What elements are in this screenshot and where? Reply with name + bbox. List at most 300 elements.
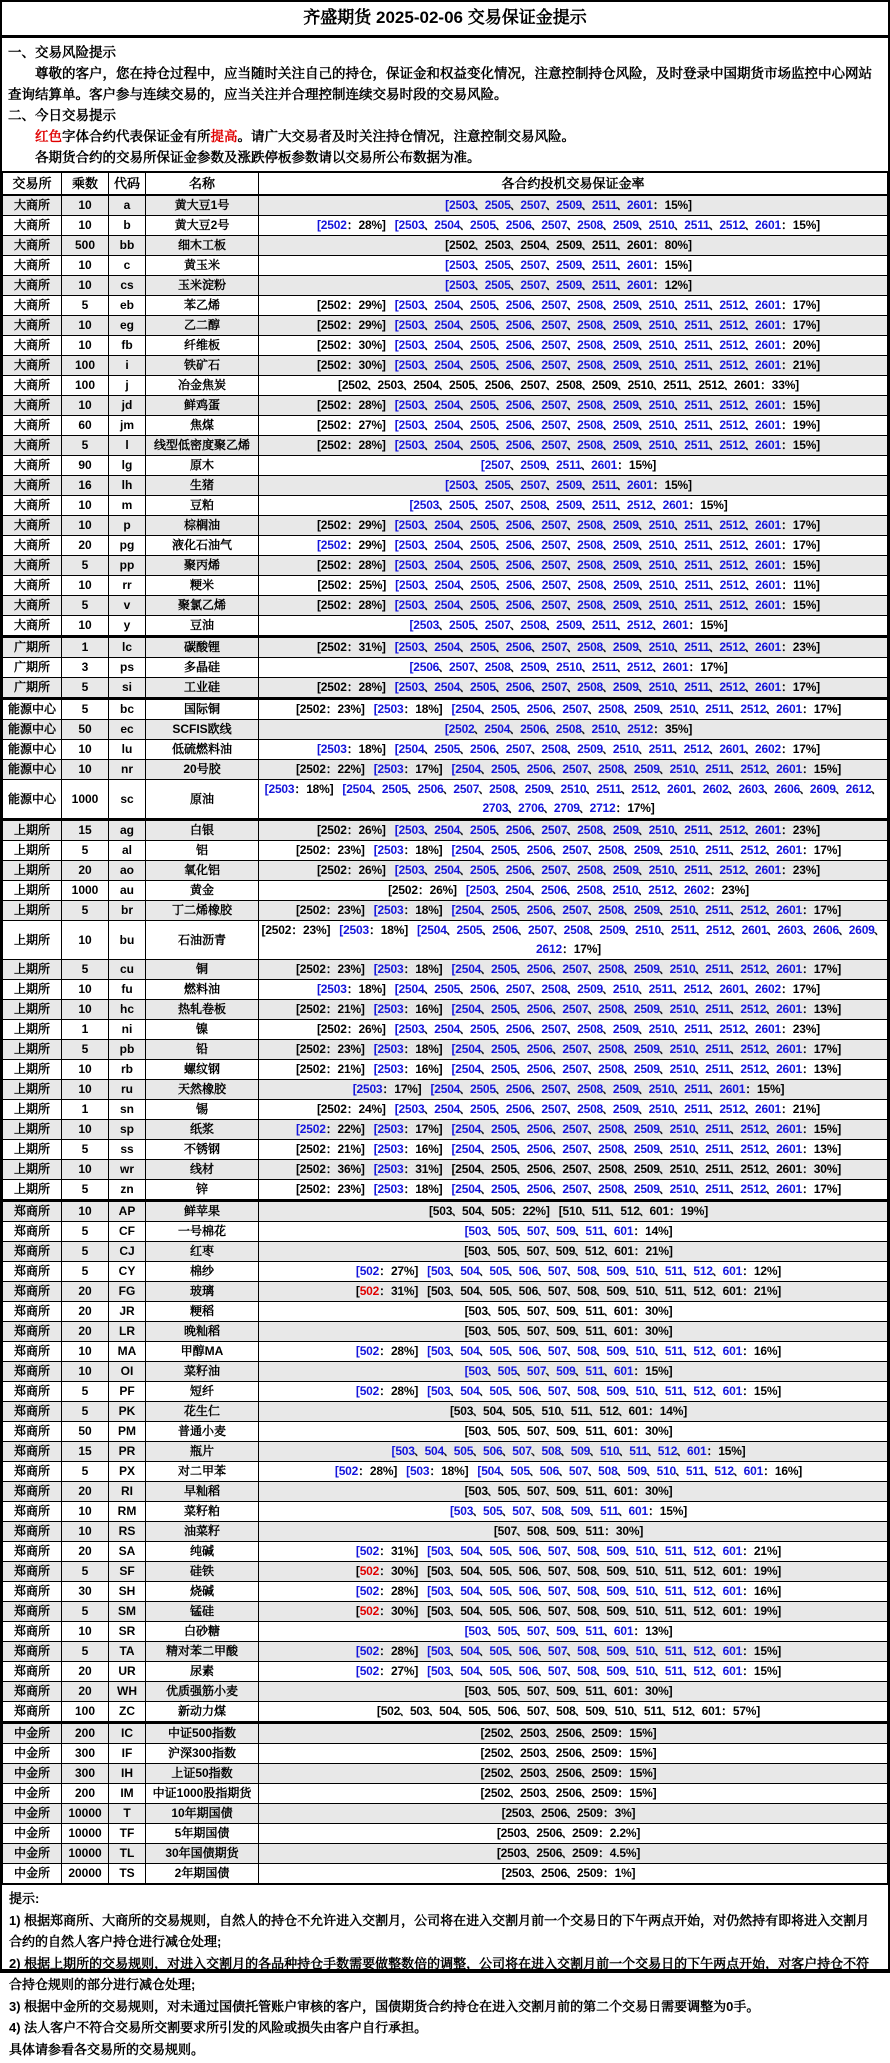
name-cell: 石油沥青: [146, 921, 259, 960]
rate-group: [2503：18%]: [373, 843, 443, 857]
contract-month: 503: [468, 1364, 488, 1378]
rate-group: [2503：18%]: [317, 742, 386, 756]
contract-month: 511: [585, 1364, 605, 1378]
margin-rate-value: 15%]: [629, 1746, 657, 1760]
risk-paragraph: 尊敬的客户，您在持仓过程中，应当随时关注自己的持仓，保证金和权益变化情况，注意控制持仓风险，及时登录中国期货市场监控中心网站查询结算单。客户参与连续交易的，应当关注并合理控制连续交易时段的交易风险。: [8, 66, 872, 102]
rate-group: [503、505、507、509、512、601：21%]: [464, 1244, 673, 1258]
contract-month: 505: [489, 1544, 509, 1558]
margin-rate-value: 23%]: [337, 903, 365, 917]
contract-month: 509: [556, 1364, 576, 1378]
contract-month: 2505: [484, 278, 511, 292]
name-cell: 菜籽粕: [146, 1502, 259, 1522]
table-row: [3, 1020, 888, 1040]
name-cell: 烧碱: [146, 1582, 259, 1602]
exchange-cell: 郑商所: [3, 1322, 62, 1342]
name-cell: 黄大豆2号: [146, 216, 259, 236]
table-row: [3, 1040, 888, 1060]
contract-month: 2504: [434, 578, 461, 592]
code-cell: PX: [109, 1462, 146, 1482]
code-cell: v: [109, 596, 146, 616]
contract-month: 509: [556, 1684, 576, 1698]
contract-month: 509: [606, 1584, 626, 1598]
margin-rate-value: 19%]: [792, 418, 820, 432]
contract-month: 511: [664, 1644, 684, 1658]
contract-month: 2503: [377, 1162, 404, 1176]
margin-rate-value: 17%]: [700, 660, 728, 674]
contract-month: 502: [380, 1704, 401, 1718]
table-row: [3, 1482, 888, 1502]
contract-month: 601: [613, 1324, 634, 1338]
rate-group: [2503、2505、2507、2508、2509、2511、2512、2601：15%]: [409, 618, 728, 632]
rates-cell: [259, 1100, 888, 1120]
contract-month: 2506: [505, 518, 532, 532]
contract-month: 2505: [469, 218, 496, 232]
rate-group: [2502：30%]: [317, 338, 386, 352]
contract-month: 2503: [520, 1766, 546, 1780]
table-row: [3, 980, 888, 1000]
contract-month: 2508: [577, 438, 604, 452]
exchange-cell: 上期所: [3, 820, 62, 841]
contract-month: 503: [468, 1224, 488, 1238]
margin-rate-value: 17%]: [792, 298, 820, 312]
contract-month: 2504: [434, 1022, 461, 1036]
exchange-cell: 郑商所: [3, 1262, 62, 1282]
contract-month: 2601: [776, 762, 802, 776]
rate-group: [503、504、505、506、507、508、509、510、511、512、601：16%]: [427, 1344, 782, 1358]
multiplier-cell: 10: [62, 740, 109, 760]
name-cell: 热轧卷板: [146, 1000, 259, 1020]
margin-rate-value: 29%]: [358, 538, 386, 552]
table-row: [3, 336, 888, 356]
contract-month: 508: [526, 1524, 547, 1538]
contract-month: 508: [577, 1544, 597, 1558]
contract-month: 2511: [705, 1122, 731, 1136]
contract-month: 2601: [755, 518, 781, 532]
contract-month: 503: [468, 1244, 488, 1258]
table-row: [3, 236, 888, 256]
contract-month: 512: [693, 1564, 713, 1578]
contract-month: 2507: [562, 702, 589, 716]
exchange-cell: 郑商所: [3, 1302, 62, 1322]
exchange-cell: 郑商所: [3, 1462, 62, 1482]
multiplier-cell: 10: [62, 1201, 109, 1222]
margin-rate-value: 15%]: [700, 618, 728, 632]
rate-group: [2502：28%]: [317, 438, 386, 452]
margin-rate-value: 1%]: [614, 1866, 636, 1880]
name-cell: 锌: [146, 1180, 259, 1201]
contract-month: 601: [722, 1564, 743, 1578]
rates-cell: [259, 536, 888, 556]
rate-group: [2503：18%]: [373, 903, 443, 917]
contract-month: 511: [664, 1584, 684, 1598]
contract-month: 509: [606, 1384, 626, 1398]
margin-rate-value: 18%]: [380, 923, 408, 937]
contract-month: 2504: [455, 1182, 482, 1196]
contract-month: 505: [489, 1664, 509, 1678]
contract-month: 2511: [596, 782, 622, 796]
contract-month: 505: [489, 1564, 509, 1578]
contract-month: 2504: [398, 742, 425, 756]
exchange-cell: 能源中心: [3, 780, 62, 820]
margin-rate-value: 17%]: [813, 702, 841, 716]
contract-month: 504: [481, 1464, 501, 1478]
contract-month: 2511: [705, 1002, 731, 1016]
contract-month: 2502: [320, 418, 347, 432]
rates-cell: [259, 616, 888, 637]
contract-month: 2509: [612, 823, 639, 837]
contract-month: 2503: [500, 1826, 527, 1840]
name-cell: 红枣: [146, 1242, 259, 1262]
contract-month: 509: [606, 1344, 626, 1358]
contract-month: 2601: [626, 278, 653, 292]
contract-month: 507: [547, 1544, 568, 1558]
rate-group: [503、505、507、509、511、601：15%]: [464, 1364, 673, 1378]
contract-month: 2503: [377, 962, 404, 976]
contract-month: 601: [722, 1264, 743, 1278]
margin-rate-value: 21%]: [792, 1102, 820, 1116]
contract-month: 508: [541, 1444, 561, 1458]
header-code: 代码: [109, 172, 146, 195]
contract-month: 511: [664, 1664, 684, 1678]
contract-month: 2508: [577, 640, 604, 654]
contract-month: 503: [430, 1544, 451, 1558]
contract-month: 2508: [556, 378, 583, 392]
exchange-cell: 上期所: [3, 1180, 62, 1201]
rate-group: [2503、2504、2505、2506、2507、2508、2509、2510、2511、2512、2601：17%]: [394, 298, 820, 312]
code-cell: sn: [109, 1100, 146, 1120]
rates-cell: [259, 1201, 888, 1222]
rates-cell: [259, 1040, 888, 1060]
margin-rate-value: 18%]: [415, 962, 443, 976]
table-row: [3, 1282, 888, 1302]
contract-month: 2512: [631, 782, 658, 796]
contract-month: 2507: [520, 378, 547, 392]
contract-month: 2503: [398, 538, 425, 552]
contract-month: 504: [439, 1704, 459, 1718]
contract-month: 504: [460, 1284, 480, 1298]
rate-group: [2503：18%]: [373, 1182, 443, 1196]
name-cell: 铅: [146, 1040, 259, 1060]
rates-cell: [259, 316, 888, 336]
contract-month: 2601: [755, 578, 782, 592]
margin-rate-value: 30%]: [813, 1162, 841, 1176]
contract-month: 2509: [576, 1806, 603, 1820]
table-row: [3, 1562, 888, 1582]
name-cell: 黄大豆1号: [146, 195, 259, 216]
exchange-cell: 大商所: [3, 476, 62, 496]
code-cell: ru: [109, 1080, 146, 1100]
contract-month: 509: [556, 1524, 576, 1538]
table-row: [3, 960, 888, 980]
code-cell: SH: [109, 1582, 146, 1602]
contract-month: 2601: [776, 843, 802, 857]
rates-cell: [259, 376, 888, 396]
code-cell: PK: [109, 1402, 146, 1422]
contract-month: 2504: [434, 398, 461, 412]
margin-rate-value: 21%]: [645, 1244, 673, 1258]
rates-cell: [259, 1622, 888, 1642]
rate-group: [2502：28%]: [317, 398, 386, 412]
contract-month: 2507: [562, 1182, 589, 1196]
rate-group: [2502、2503、2506、2509：15%]: [480, 1766, 657, 1780]
rate-group: [2504、2505、2506、2507、2508、2509、2510、2511、2512、2601：17%]: [451, 1042, 841, 1056]
contract-month: 511: [664, 1384, 684, 1398]
rate-group: [2503：18%]: [373, 962, 443, 976]
contract-month: 2512: [627, 722, 654, 736]
code-cell: RM: [109, 1502, 146, 1522]
contract-month: 2506: [526, 1142, 553, 1156]
contract-month: 2510: [648, 1082, 675, 1096]
rate-group: [2503：16%]: [373, 1062, 443, 1076]
contract-month: 2502: [320, 298, 347, 312]
contract-month: 2507: [562, 903, 589, 917]
contract-month: 2503: [377, 702, 404, 716]
code-cell: PF: [109, 1382, 146, 1402]
rate-group: [2503、2504、2505、2506、2507、2508、2509、2510、2511、2512、2601：17%]: [394, 538, 820, 552]
margin-rate-value: 15%]: [813, 1122, 841, 1136]
contract-month: 2505: [490, 1042, 517, 1056]
code-cell: WH: [109, 1682, 146, 1702]
rates-cell: [259, 881, 888, 901]
contract-month: 505: [497, 1244, 517, 1258]
contract-month: 512: [693, 1384, 713, 1398]
table-row: [3, 1702, 888, 1723]
rate-group: [2503、2505、2507、2509、2511、2601：15%]: [445, 258, 692, 272]
name-cell: 铁矿石: [146, 356, 259, 376]
contract-month: 2601: [755, 598, 781, 612]
contract-month: 509: [606, 1664, 626, 1678]
contract-month: 2508: [598, 1122, 625, 1136]
table-row: [3, 1382, 888, 1402]
margin-rate-value: 20%]: [792, 338, 820, 352]
contract-month: 601: [701, 1704, 722, 1718]
rate-group: [502：31%]: [355, 1544, 419, 1558]
contract-month: 2509: [633, 1002, 660, 1016]
contract-month: 2510: [648, 538, 675, 552]
contract-month: 2507: [541, 298, 568, 312]
contract-month: 2505: [490, 1142, 517, 1156]
contract-month: 2502: [320, 338, 347, 352]
multiplier-cell: 15: [62, 1442, 109, 1462]
code-cell: m: [109, 496, 146, 516]
exchange-cell: 上期所: [3, 1120, 62, 1140]
code-cell: bc: [109, 699, 146, 720]
contract-month: 506: [518, 1544, 539, 1558]
rate-group: [2502：28%]: [317, 680, 386, 694]
code-cell: ZC: [109, 1702, 146, 1723]
name-cell: 细木工板: [146, 236, 259, 256]
contract-month: 505: [489, 1604, 509, 1618]
contract-month: 2505: [448, 618, 475, 632]
rate-group: [2504、2505、2506、2507、2508、2509、2510、2511、2512、2601：15%]: [451, 762, 841, 776]
multiplier-cell: 16: [62, 476, 109, 496]
rate-group: [503、504、505、506、507、508、509、510、511、512、601：19%]: [427, 1564, 782, 1578]
name-cell: 豆粕: [146, 496, 259, 516]
rate-group: [2503：31%]: [373, 1162, 443, 1176]
contract-month: 2510: [627, 378, 654, 392]
contract-month: 2506: [541, 883, 567, 897]
exchange-cell: 大商所: [3, 356, 62, 376]
exchange-cell: 大商所: [3, 576, 62, 596]
contract-month: 2503: [377, 903, 404, 917]
code-cell: lu: [109, 740, 146, 760]
contract-month: 2503: [520, 1746, 546, 1760]
contract-month: 2506: [526, 762, 553, 776]
name-cell: 棉纱: [146, 1262, 259, 1282]
margin-rate-value: 26%]: [429, 883, 457, 897]
contract-month: 2512: [719, 518, 746, 532]
contract-month: 2601: [626, 258, 653, 272]
rate-group: [503、505、507、509、511、601：30%]: [464, 1324, 673, 1338]
rate-group: [2502：30%]: [317, 358, 386, 372]
code-cell: OI: [109, 1362, 146, 1382]
contract-month: 2512: [683, 982, 710, 996]
contract-month: 503: [468, 1484, 488, 1498]
multiplier-cell: 100: [62, 376, 109, 396]
contract-month: 2505: [469, 438, 496, 452]
margin-rate-value: 17%]: [813, 1182, 841, 1196]
rate-group: [2503、2504、2505、2506、2507、2508、2509、2510、2511、2512、2601：23%]: [394, 1022, 820, 1036]
contract-month: 2502: [299, 1122, 326, 1136]
contract-month: 2601: [626, 198, 653, 212]
contract-month: 2505: [469, 1082, 496, 1096]
exchange-cell: 大商所: [3, 236, 62, 256]
name-cell: 甲醇MA: [146, 1342, 259, 1362]
contract-month: 2601: [776, 1182, 802, 1196]
margin-rate-value: 17%]: [813, 903, 841, 917]
margin-rate-value: 26%]: [358, 1022, 386, 1036]
contract-month: 2511: [591, 238, 618, 252]
margin-rate-value: 57%]: [732, 1704, 761, 1718]
multiplier-cell: 10: [62, 1160, 109, 1180]
contract-month: 2509: [520, 660, 547, 674]
rate-group: [502：28%]: [355, 1584, 419, 1598]
contract-month: 508: [577, 1284, 597, 1298]
margin-rate-value: 29%]: [358, 518, 386, 532]
contract-month: 2503: [398, 680, 425, 694]
contract-month: 2504: [455, 843, 482, 857]
contract-month: 2511: [684, 438, 710, 452]
contract-month: 2506: [555, 1746, 582, 1760]
contract-month: 2510: [648, 338, 675, 352]
rates-cell: [259, 1060, 888, 1080]
contract-month: 2506: [505, 680, 532, 694]
contract-month: 2505: [469, 418, 496, 432]
contract-month: 507: [547, 1384, 568, 1398]
table-row: [3, 296, 888, 316]
contract-month: 508: [577, 1384, 597, 1398]
rate-group: [2504、2505、2506、2507、2508、2509、2510、2511、2601：15%]: [430, 1082, 785, 1096]
name-cell: 棕榈油: [146, 516, 259, 536]
contract-month: 2601: [755, 398, 781, 412]
exchange-cell: 大商所: [3, 456, 62, 476]
margin-rate-value: 30%]: [645, 1424, 673, 1438]
contract-month: 2507: [541, 863, 568, 877]
rates-cell: [259, 1723, 888, 1744]
contract-month: 2509: [633, 1042, 660, 1056]
contract-month: 2507: [562, 1062, 589, 1076]
contract-month: 601: [722, 1604, 743, 1618]
margin-rate-value: 23%]: [792, 1022, 820, 1036]
contract-month: 511: [585, 1304, 605, 1318]
name-cell: 国际铜: [146, 699, 259, 720]
rates-cell: [259, 678, 888, 699]
rates-cell: [259, 1402, 888, 1422]
multiplier-cell: 10: [62, 1000, 109, 1020]
contract-month: 509: [585, 1704, 605, 1718]
margin-rate-value: 31%]: [390, 1544, 419, 1558]
rate-group: [503、505、507、509、511、601：30%]: [464, 1304, 673, 1318]
name-cell: 油菜籽: [146, 1522, 259, 1542]
header-rates: 各合约投机交易保证金率: [259, 172, 888, 195]
contract-month: 2503: [320, 742, 347, 756]
contract-month: 2512: [740, 1122, 767, 1136]
name-cell: 镍: [146, 1020, 259, 1040]
contract-month: 505: [468, 1704, 488, 1718]
contract-month: 2502: [321, 578, 348, 592]
multiplier-cell: 20: [62, 1282, 109, 1302]
rate-group: [2502、2503、2506、2509：15%]: [480, 1786, 657, 1800]
name-cell: 乙二醇: [146, 316, 259, 336]
table-row: [3, 1582, 888, 1602]
contract-month: 2507: [541, 398, 568, 412]
contract-month: 507: [497, 1524, 518, 1538]
margin-rate-value: 15%]: [629, 1726, 657, 1740]
contract-month: 2509: [556, 478, 583, 492]
contract-month: 2602: [702, 782, 729, 796]
table-row: [3, 456, 888, 476]
contract-month: 511: [664, 1344, 684, 1358]
contract-month: 2508: [555, 722, 582, 736]
contract-month: 2602: [755, 742, 781, 756]
contract-month: 2510: [669, 1182, 696, 1196]
rates-cell: [259, 356, 888, 376]
exchange-cell: 上期所: [3, 960, 62, 980]
name-cell: 纤维板: [146, 336, 259, 356]
exchange-cell: 大商所: [3, 536, 62, 556]
contract-month: 2507: [541, 558, 568, 572]
contract-month: 506: [483, 1444, 503, 1458]
contract-month: 503: [430, 1644, 451, 1658]
name-cell: 尿素: [146, 1662, 259, 1682]
contract-month: 2506: [505, 338, 532, 352]
margin-rate-value: 21%]: [337, 1062, 365, 1076]
contract-month: 2507: [541, 598, 568, 612]
contract-month: 506: [518, 1344, 539, 1358]
multiplier-cell: 200: [62, 1723, 109, 1744]
contract-month: 2504: [434, 1082, 461, 1096]
margin-rate-value: 4.5%]: [609, 1846, 641, 1860]
rates-cell: [259, 1642, 888, 1662]
margin-rate-value: 18%]: [415, 702, 443, 716]
contract-month: 2505: [490, 1122, 517, 1136]
intro-text-segment: 。请广大交易者及时关注持仓情况，注意控制交易风险。: [237, 129, 575, 144]
contract-month: 2505: [490, 1002, 517, 1016]
contract-month: 2601: [755, 1102, 781, 1116]
margin-rate-value: 28%]: [390, 1344, 419, 1358]
contract-month: 2511: [705, 962, 731, 976]
contract-month: 2506: [505, 358, 532, 372]
rates-cell: [259, 1422, 888, 1442]
contract-month: 511: [585, 1484, 605, 1498]
contract-month: 2504: [346, 782, 373, 796]
contract-month: 2512: [719, 218, 746, 232]
contract-month: 2503: [398, 298, 425, 312]
name-cell: 天然橡胶: [146, 1080, 259, 1100]
rate-group: [2503、2506、2509：4.5%]: [496, 1846, 641, 1860]
contract-month: 2511: [648, 742, 674, 756]
contract-month: 508: [577, 1644, 597, 1658]
